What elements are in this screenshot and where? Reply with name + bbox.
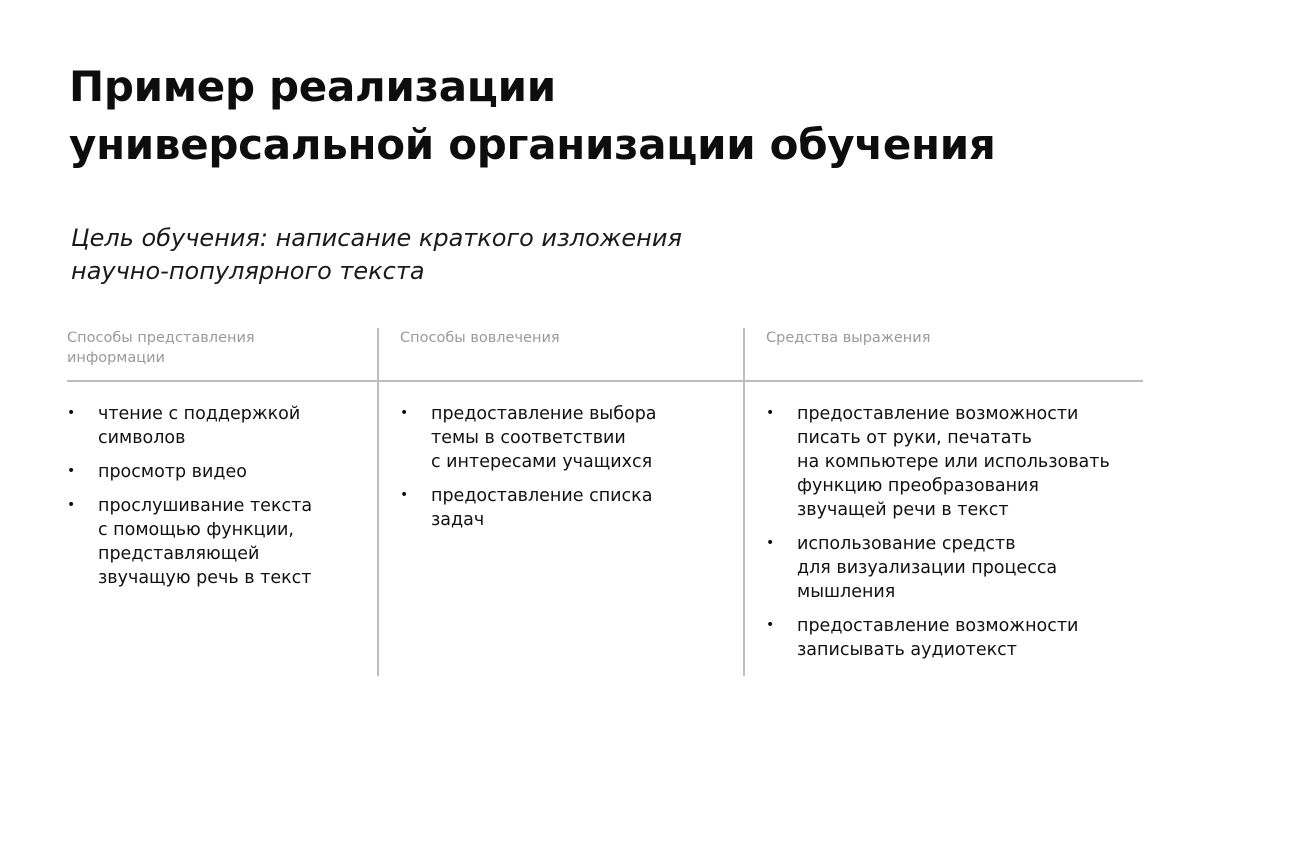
list-item xyxy=(766,532,1110,604)
column-header-representation xyxy=(67,328,255,368)
title-line-1: Пример реализации xyxy=(69,62,556,111)
column-header-line: Способы вовлечения xyxy=(400,330,560,346)
title-line-2: универсальной организации обучения xyxy=(69,120,996,169)
list-item-line: использование средств xyxy=(797,534,1016,554)
bullet-icon: • xyxy=(400,487,409,503)
header-divider xyxy=(67,380,1143,382)
learning-goal-line-1: Цель обучения: написание краткого изложения xyxy=(71,224,682,252)
list-item-line: функцию преобразования xyxy=(797,476,1039,496)
column-header-expression xyxy=(766,328,930,348)
list-item xyxy=(67,460,312,484)
column-divider-1 xyxy=(377,328,379,676)
list-item xyxy=(766,402,1110,522)
learning-goal xyxy=(71,222,682,288)
list-engagement xyxy=(400,402,657,542)
column-header-engagement xyxy=(400,328,560,348)
udl-table xyxy=(67,328,1143,676)
list-item-line: просмотр видео xyxy=(98,462,247,482)
list-item xyxy=(67,402,312,450)
list-item-line: писать от руки, печатать xyxy=(797,428,1032,448)
list-item xyxy=(400,402,657,474)
bullet-icon: • xyxy=(67,463,76,479)
column-divider-2 xyxy=(743,328,745,676)
list-item-line: темы в соответствии xyxy=(431,428,626,448)
list-item-line: для визуализации процесса xyxy=(797,558,1058,578)
bullet-icon: • xyxy=(400,405,409,421)
column-header-line: информации xyxy=(67,350,165,366)
list-item-line: задач xyxy=(431,510,485,530)
list-item-line: звучащей речи в текст xyxy=(797,500,1009,520)
list-expression xyxy=(766,402,1110,672)
list-item-line: предоставление возможности xyxy=(797,616,1079,636)
list-item-line: мышления xyxy=(797,582,896,602)
list-item-line: звучащую речь в текст xyxy=(98,568,312,588)
list-item xyxy=(766,614,1110,662)
list-item-line: чтение с поддержкой xyxy=(98,404,301,424)
page-title xyxy=(69,58,996,174)
bullet-icon: • xyxy=(766,535,775,551)
list-item-line: символов xyxy=(98,428,186,448)
learning-goal-line-2: научно-популярного текста xyxy=(71,257,425,285)
column-header-line: Способы представления xyxy=(67,330,255,346)
list-item-line: представляющей xyxy=(98,544,260,564)
list-item-line: записывать аудиотекст xyxy=(797,640,1017,660)
bullet-icon: • xyxy=(766,617,775,633)
list-item-line: предоставление выбора xyxy=(431,404,657,424)
bullet-icon: • xyxy=(766,405,775,421)
bullet-icon: • xyxy=(67,497,76,513)
list-item xyxy=(400,484,657,532)
bullet-icon: • xyxy=(67,405,76,421)
list-item-line: предоставление возможности xyxy=(797,404,1079,424)
list-item-line: на компьютере или использовать xyxy=(797,452,1110,472)
list-item-line: прослушивание текста xyxy=(98,496,313,516)
list-representation xyxy=(67,402,312,600)
list-item-line: с помощью функции, xyxy=(98,520,294,540)
list-item-line: с интересами учащихся xyxy=(431,452,653,472)
column-header-line: Средства выражения xyxy=(766,330,931,346)
list-item-line: предоставление списка xyxy=(431,486,653,506)
list-item xyxy=(67,494,312,590)
